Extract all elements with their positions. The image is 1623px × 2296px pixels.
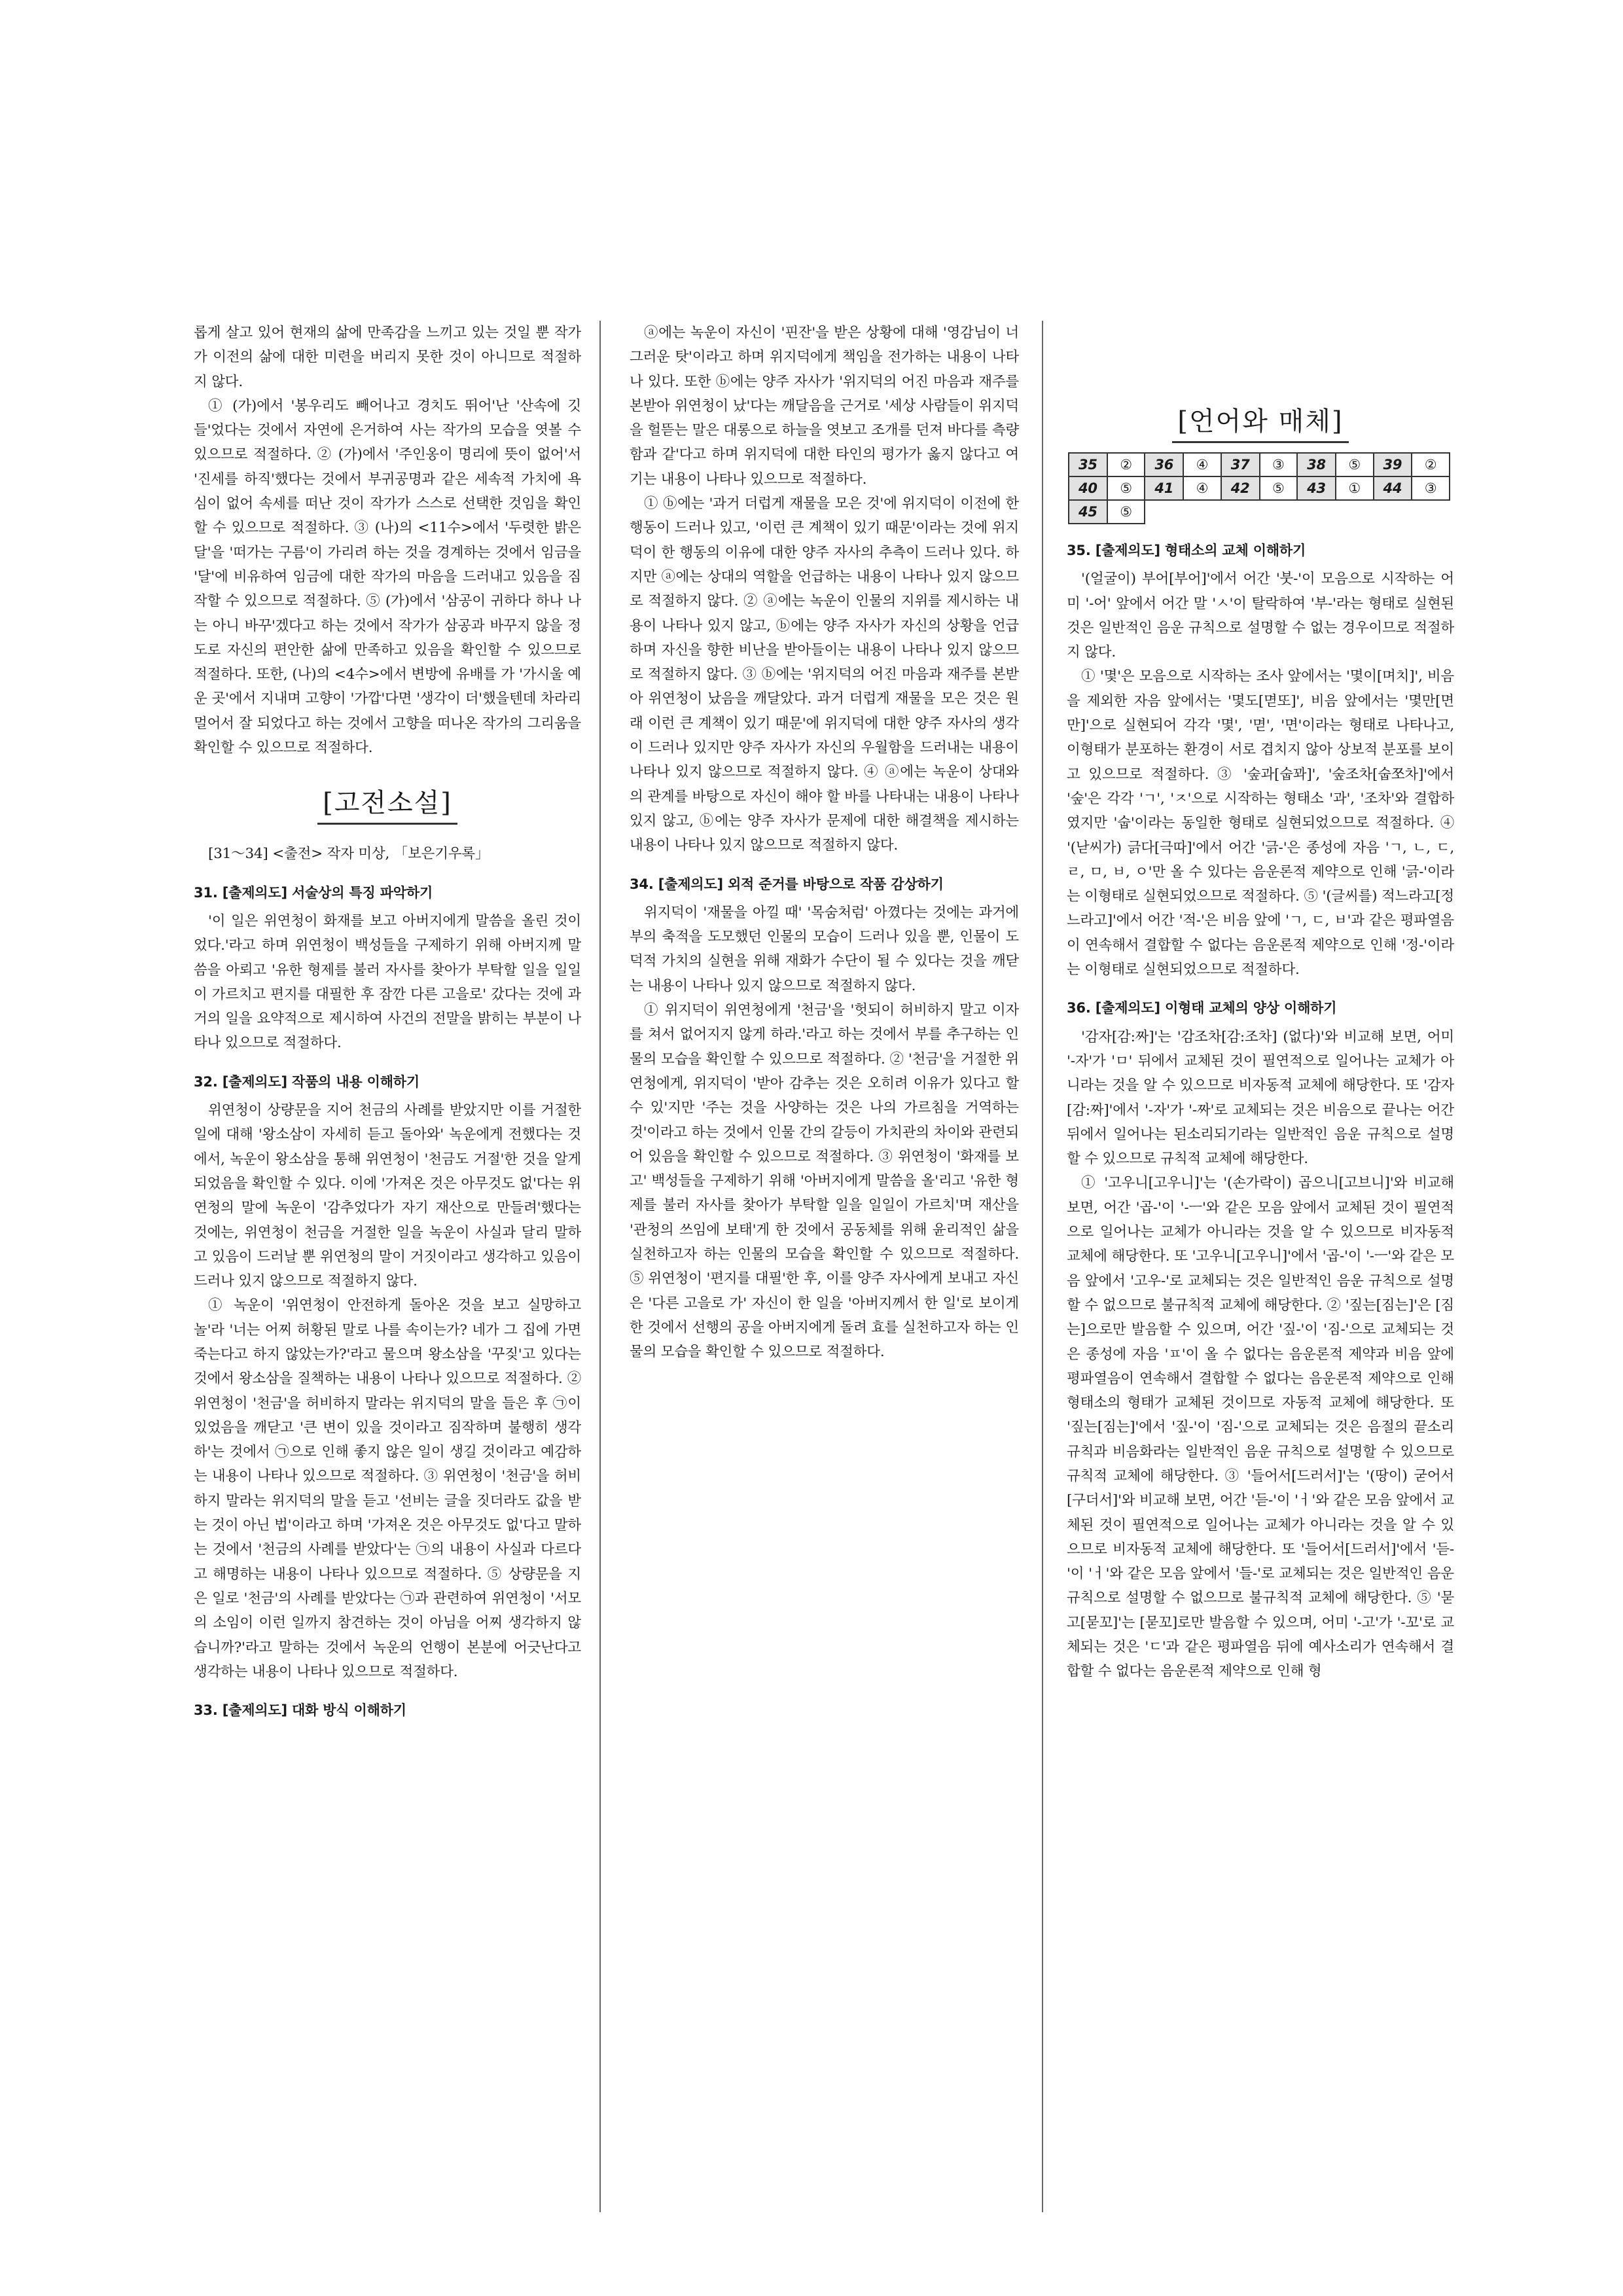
answer-row — [1069, 476, 1450, 500]
question-heading: 34. [출제의도] 외적 준거를 바탕으로 작품 감상하기 — [630, 876, 944, 892]
paragraph: 롭게 살고 있어 현재의 삶에 만족감을 느끼고 있는 것일 뿐 작가가 이전의 삶에 대한 미련을 버리지 못한 것이 아니므로 적절하지 않다. — [194, 325, 581, 390]
answer-key: ⑤ — [1260, 476, 1298, 500]
section-title: [고전소설] — [317, 786, 457, 825]
section-title: [언어와 매체] — [1172, 404, 1348, 443]
answer-key: ④ — [1183, 476, 1221, 500]
question-number: 36 — [1145, 453, 1183, 476]
column-divider — [599, 321, 601, 2212]
paragraph: 위연청이 상량문을 지어 천금의 사례를 받았지만 이를 거절한 일에 대해 '왕소삼이 자세히 듣고 돌아와' 녹운에게 전했다는 것에서, 녹운이 왕소삼을 통해 위연청이 '천금도 거절'한 것을 알게 되었음을 확인할 수 있다. 이에 '가져온 것은 아무것도 없'다는 위연청의 말에 녹운이 '감추었다가 자기 재산으로 만들려'했다는 것에는, 위연청이 천금을 거절한 일을 녹운이 사실과 달리 말하고 있음이 드러날 뿐 위연청의 말이 거짓이라고 생각하고 있음이 드러나 있지 않으므로 적절하지 않다. — [194, 1102, 581, 1290]
question-number: 35 — [1069, 453, 1107, 476]
section-heading — [1067, 404, 1454, 443]
question-heading: 36. [출제의도] 이형태 교체의 양상 이해하기 — [1067, 1000, 1337, 1016]
paragraph: '이 일은 위연청이 화재를 보고 아버지에게 말씀을 올린 것이었다.'라고 하며 위연청이 백성들을 구제하기 위해 아버지께 말씀을 아뢰고 '유한 형제를 불러 자사를 찾아가 부탁할 일을 일일이 가르치고 편지를 대필한 후 잠깐 다른 고을로' 갔다는 것에 과거의 일을 요약적으로 제시하여 사건의 전말을 밝히는 부분이 나타나 있으므로 적절하다. — [194, 912, 581, 1052]
answer-key: ⑤ — [1107, 500, 1145, 524]
answer-key: ④ — [1183, 453, 1221, 476]
answer-key: ② — [1412, 453, 1450, 476]
answer-row — [1069, 453, 1450, 476]
paragraph: ① '몇'은 모음으로 시작하는 조사 앞에서는 '몇이[며치]', 비음을 제외한 자음 앞에서는 '몇도[멷또]', 비음 앞에서는 '몇만[면만]'으로 실현되어 각각 '몇', '멷', '면'이라는 형태로 나타나고, 이형태가 분포하는 환경이 서로 겹치지 않아 상보적 분포를 보이고 있으므로 적절하다. ③ '숲과[숩꽈]', '숲조차[숩쪼차]'에서 '숲'은 각각 'ㄱ', 'ㅈ'으로 시작하는 형태소 '과', '조차'와 결합하였지만 '숩'이라는 동일한 형태로 실현되었으므로 적절하다. ④ '(낟씨가) 긁다[극따]'에서 어간 '긁-'은 종성에 자음 'ㄱ, ㄴ, ㄷ, ㄹ, ㅁ, ㅂ, ㅇ'만 올 수 있다는 음운론적 제약으로 인해 '긁-'이라는 이형태로 실현되었으므로 적절하다. ⑤ '(글씨를) 적느라고[정느라고]'에서 어간 '적-'은 비음 앞에 'ㄱ, ㄷ, ㅂ'과 같은 평파열음이 연속해서 결합할 수 없다는 음운론적 제약으로 인해 '정-'이라는 이형태로 실현되었으므로 적절하다. — [1067, 668, 1454, 978]
question-number: 41 — [1145, 476, 1183, 500]
paragraph: ① '고우니[고우니]'는 '(손가락이) 곱으니[고브니]'와 비교해 보면, 어간 '곱-'이 '-ㅡ'와 같은 모음 앞에서 교체된 것이 필연적으로 일어나는 교체가 아니라는 것을 알 수 있으므로 비자동적 교체에 해당한다. 또 '고우니[고우니]'에서 '곱-'이 '-ㅡ'와 같은 모음 앞에서 '고우-'로 교체되는 것은 일반적인 음운 규칙으로 설명할 수 없으므로 불규칙적 교체에 해당한다. ② '짚는[짐는]'은 [짐는]으로만 발음할 수 있으며, 어간 '짚-'이 '짐-'으로 교체되는 것은 종성에 자음 'ㅍ'이 올 수 없다는 음운론적 제약과 비음 앞에 평파열음이 연속해서 결합할 수 없다는 음운론적 제약으로 인해 형태소의 형태가 교체된 것이므로 자동적 교체에 해당한다. 또 '짚는[짐는]'에서 '짚-'이 '짐-'으로 교체되는 것은 음절의 끝소리 규칙과 비음화라는 일반적인 음운 규칙으로 설명할 수 있으므로 규칙적 교체에 해당한다. ③ '들어서[드러서]'는 '(땅이) 굳어서[구더서]'와 비교해 보면, 어간 '듣-'이 'ㅓ'와 같은 모음 앞에서 교체된 것이 필연적으로 일어나는 교체가 아니라는 것을 알 수 있으므로 비자동적 교체에 해당한다. 또 '들어서[드러서]'에서 '듣-'이 'ㅓ'와 같은 모음 앞에서 '들-'로 교체되는 것은 일반적인 음운 규칙으로 설명할 수 없으므로 불규칙적 교체에 해당한다. ⑤ '묻고[묻꼬]'는 [묻꼬]로만 발음할 수 있으며, 어미 '-고'가 '-꼬'로 교체되는 것은 'ㄷ'과 같은 평파열음 뒤에 예사소리가 연속해서 결합할 수 없다는 음운론적 제약으로 인해 형 — [1067, 1175, 1454, 1680]
question-number: 40 — [1069, 476, 1107, 500]
paragraph: 위지덕이 '재물을 아낄 때' '목숨처럼' 아꼈다는 것에는 과거에 부의 축적을 도모했던 인물의 모습이 드러나 있을 뿐, 인물이 도덕적 가치의 실현을 위해 재화가 수단이 될 수 있다는 것을 깨닫는 내용이 나타나 있지 않으므로 적절하지 않다. — [630, 904, 1019, 994]
question-heading: 31. [출제의도] 서술상의 특징 파악하기 — [194, 884, 433, 901]
answer-row — [1069, 500, 1450, 524]
question-number: 42 — [1221, 476, 1260, 500]
question-heading: 32. [출제의도] 작품의 내용 이해하기 — [194, 1073, 419, 1090]
question-number: 45 — [1069, 500, 1107, 524]
left-column — [194, 321, 581, 1727]
question-number: 44 — [1374, 476, 1412, 500]
answer-key: ① — [1336, 476, 1374, 500]
column-divider — [1042, 321, 1043, 2212]
paragraph: '(얼굴이) 부어[부어]'에서 어간 '붓-'이 모음으로 시작하는 어미 '-어' 앞에서 어간 말 'ㅅ'이 탈락하여 '부-'라는 형태로 실현된 것은 일반적인 음운 규칙으로 설명할 수 없는 경우이므로 적절하지 않다. — [1067, 571, 1454, 661]
source-note: [31～34] <출전> 작자 미상, 「보은기우록」 — [208, 846, 490, 863]
answer-key: ⑤ — [1336, 453, 1374, 476]
paragraph: ⓐ에는 녹운이 자신이 '핀잔'을 받은 상황에 대해 '영감님이 너그러운 탓'이라고 하며 위지덕에게 책임을 전가하는 내용이 나타나 있다. 또한 ⓑ에는 양주 자사가 '위지덕의 어진 마음과 재주를 본받아 위연청이 났'다는 깨달음을 근거로 '세상 사람들이 위지덕을 헐뜯는 말은 대롱으로 하늘을 엿보고 조개를 던져 바다를 측량함과 같'다고 하며 위지덕에 대한 타인의 평가가 옳지 않다고 여기는 내용이 나타나 있으므로 적절하다. — [630, 325, 1019, 488]
question-heading: 33. [출제의도] 대화 방식 이해하기 — [194, 1702, 406, 1719]
paragraph: ① (가)에서 '봉우리도 빼어나고 경치도 뛰어'난 '산속에 깃들'었다는 것에서 자연에 은거하여 사는 작가의 모습을 엿볼 수 있으므로 적절하다. ② (가)에서 '주인옹이 명리에 뜻이 없어'서 '진세를 하직'했다는 것에서 부귀공명과 같은 세속적 가치에 욕심이 없어 속세를 떠난 것이 작가가 스스로 선택한 것임을 확인할 수 있으므로 적절하다. ③ (나)의 <11수>에서 '두렷한 밝은 달'을 '떠가는 구름'이 가리려 하는 것을 경계하는 것에서 임금을 '달'에 비유하여 임금에 대한 작가의 마음을 드러내고 있음을 짐작할 수 있으므로 적절하다. ⑤ (가)에서 '삼공이 귀하다 하나 나는 아니 바꾸'겠다고 하는 것에서 작가가 삼공과 바꾸지 않을 정도로 자신의 편안한 삶에 만족하고 있음을 확인할 수 있으므로 적절하다. 또한, (나)의 <4수>에서 변방에 유배를 가 '가시울 예운 곳'에서 지내며 고향이 '가깝'다면 '생각이 더'했을텐데 차라리 멀어서 잘 되었다고 하는 것에서 고향을 떠나온 작가의 그리움을 확인할 수 있으므로 적절하다. — [194, 397, 581, 757]
paragraph: ① ⓑ에는 '과거 더럽게 재물을 모은 것'에 위지덕이 이전에 한 행동이 드러나 있고, '이런 큰 계책이 있기 때문'이라는 것에 위지덕이 한 행동의 이유에 대한 양주 자사의 추측이 드러나 있다. 하지만 ⓐ에는 상대의 역할을 언급하는 내용이 나타나 있지 않으므로 적절하지 않다. ② ⓐ에는 녹운이 인물의 지위를 제시하는 내용이 나타나 있지 않고, ⓑ에는 양주 자사가 자신의 상황을 언급하며 자신을 향한 비난을 받아들이는 내용이 나타나 있지 않으므로 적절하지 않다. ③ ⓑ에는 '위지덕의 어진 마음과 재주를 본받아 위연청이 났음을 깨달았다. 과거 더럽게 재물을 모은 것은 원래 이런 큰 계책이 있기 때문'에 위지덕에 대한 양주 자사의 생각이 드러나 있지만 양주 자사가 자신의 우월함을 드러내는 내용이 나타나 있지 않으므로 적절하지 않다. ④ ⓐ에는 녹운이 상대와의 관계를 바탕으로 자신이 해야 할 바를 나타내는 내용이 나타나 있지 않고, ⓑ에는 양주 자사가 문제에 대한 해결책을 제시하는 내용이 나타나 있지 않으므로 적절하지 않다. — [630, 495, 1019, 854]
paragraph: ① 위지덕이 위연청에게 '천금'을 '헛되이 허비하지 말고 이자를 쳐서 없어지지 않게 하라.'라고 하는 것에서 부를 추구하는 인물의 모습을 확인할 수 있으므로 적절하다. ② '천금'을 거절한 위연청에게, 위지덕이 '받아 감추는 것은 오히려 이유가 있다고 할 수 있'지만 '주는 것을 사양하는 것은 나의 가르침을 거역하는 것'이라고 하는 것에서 인물 간의 갈등이 가치관의 차이와 관련되어 있음을 확인할 수 있으므로 적절하다. ③ 위연청이 '화재를 보고' 백성들을 구제하기 위해 '아버지에게 말씀을 올'리고 '유한 형제를 불러 자사를 찾아가 부탁할 일을 일일이 가르치'며 재산을 '관청의 쓰임에 보태'게 한 것에서 공동체를 위해 윤리적인 삶을 실천하고자 하는 인물의 모습을 확인할 수 있으므로 적절하다. ⑤ 위연청이 '편지를 대필'한 후, 이를 양주 자사에게 보내고 자신은 '다른 고을로 가' 자신이 한 일을 '아버지께서 한 일'로 보이게 한 것에서 선행의 공을 아버지에게 돌려 효를 실천하고자 하는 인물의 모습을 확인할 수 있으므로 적절하다. — [630, 1002, 1019, 1361]
answer-table — [1068, 452, 1450, 524]
question-number: 43 — [1297, 476, 1336, 500]
question-number: 37 — [1221, 453, 1260, 476]
answer-key: ⑤ — [1107, 476, 1145, 500]
section-heading — [194, 786, 581, 825]
question-number: 39 — [1374, 453, 1412, 476]
answer-key: ③ — [1412, 476, 1450, 500]
question-heading: 35. [출제의도] 형태소의 교체 이해하기 — [1067, 543, 1306, 558]
answer-key: ② — [1107, 453, 1145, 476]
question-number: 38 — [1297, 453, 1336, 476]
middle-column — [630, 321, 1019, 1364]
answer-key: ③ — [1260, 453, 1298, 476]
paragraph: '감자[감:짜]'는 '감조차[감:조차] (없다)'와 비교해 보면, 어미 '-자'가 'ㅁ' 뒤에서 교체된 것이 필연적으로 일어나는 교체가 아니라는 것을 알 수 있으므로 비자동적 교체에 해당한다. 또 '감자[감:짜]'에서 '-자'가 '-짜'로 교체되는 것은 비음으로 끝나는 어간 뒤에서 일어나는 된소리되기라는 일반적인 음운 규칙으로 설명할 수 있으므로 규칙적 교체에 해당한다. — [1067, 1028, 1454, 1168]
right-column — [1067, 321, 1454, 1684]
paragraph: ① 녹운이 '위연청이 안전하게 돌아온 것을 보고 실망하고 놀'라 '너는 어찌 허황된 말로 나를 속이는가? 네가 그 집에 가면 죽는다고 하지 않았는가?'라고 물으며 왕소삼을 '꾸짖'고 있다는 것에서 왕소삼을 질책하는 내용이 나타나 있으므로 적절하다. ② 위연청이 '천금'을 허비하지 말라는 위지덕의 말을 들은 후 ㉠이 있었음을 깨닫고 '큰 변이 있을 것이라고 짐작하며 불행히 생각하'는 것에서 ㉠으로 인해 좋지 않은 일이 생길 것이라고 예감하는 내용이 나타나 있으므로 적절하다. ③ 위연청이 '천금'을 허비하지 말라는 위지덕의 말을 듣고 '선비는 글을 짓더라도 값을 받는 것이 아닌 법'이라고 하며 '가져온 것은 아무것도 없'다고 말하는 것에서 '천금의 사례를 받았다'는 ㉠의 내용이 사실과 다르다고 해명하는 내용이 나타나 있으므로 적절하다. ⑤ 상량문을 지은 일로 '천금'의 사례를 받았다는 ㉠과 관련하여 위연청이 '서모의 소임이 이런 일까지 참견하는 것이 아님을 어찌 생각하지 않습니까?'라고 말하는 것에서 녹운의 언행이 본분에 어긋난다고 생각하는 내용이 나타나 있으므로 적절하다. — [194, 1297, 581, 1680]
